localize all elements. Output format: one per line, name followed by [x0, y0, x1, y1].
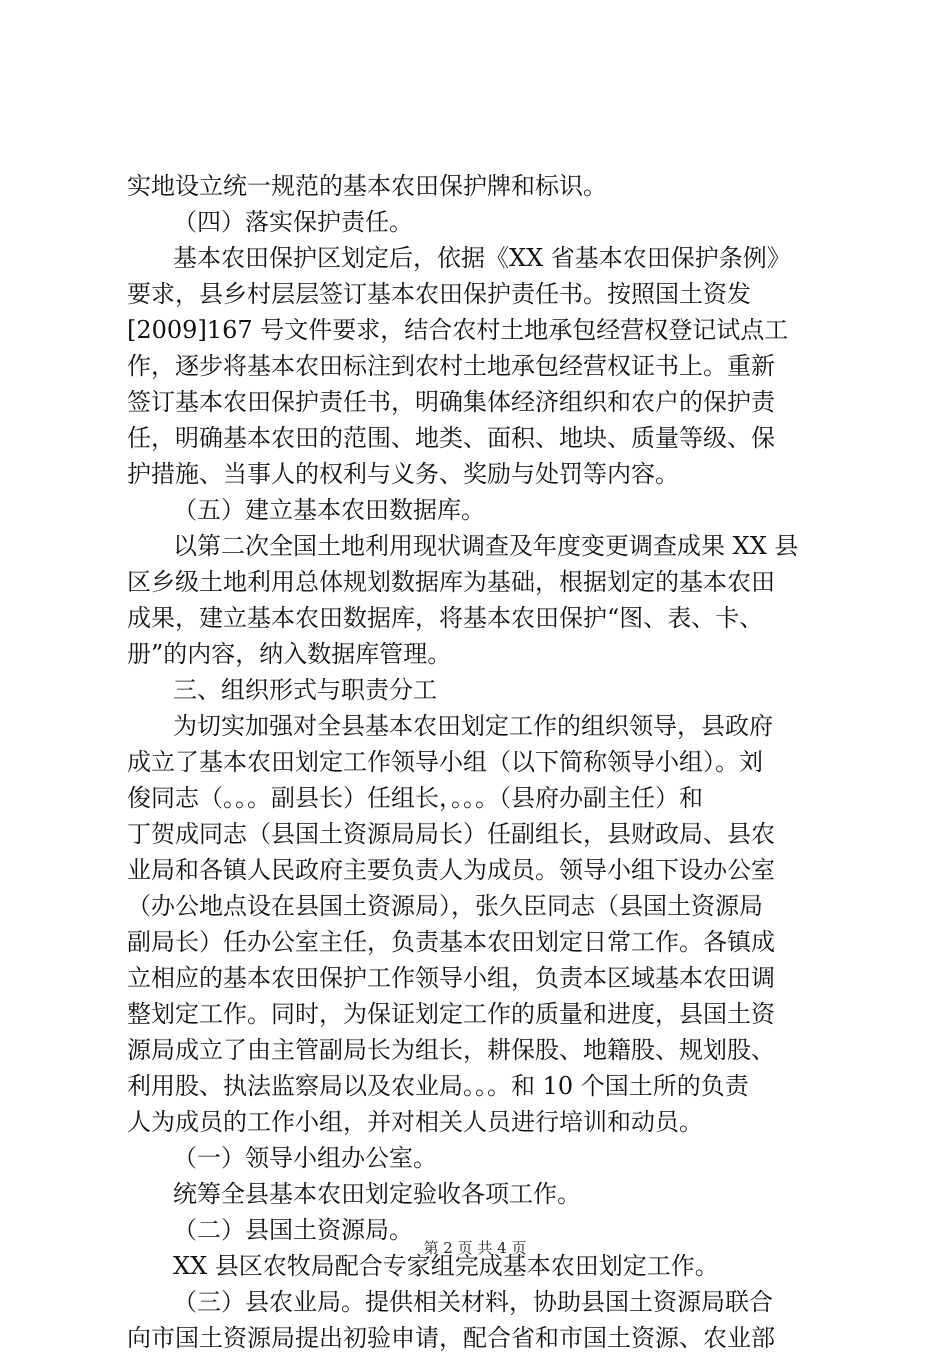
document-body	[127, 168, 827, 1356]
section-heading: （五）建立基本农田数据库。	[173, 496, 485, 524]
page-number-footer: 第 2 页 共 4 页	[423, 1239, 527, 1257]
text-line: 立相应的基本农田保护工作领导小组，负责本区域基本农田调	[127, 964, 775, 992]
text-line: 基本农田保护区划定后，依据《XX 省基本农田保护条例》	[173, 244, 791, 272]
section-heading: （四）落实保护责任。	[173, 208, 413, 236]
text-line: XX 县区农牧局配合专家组完成基本农田划定工作。	[173, 1252, 719, 1280]
text-line: 业局和各镇人民政府主要负责人为成员。领导小组下设办公室	[127, 856, 775, 884]
text-line: （办公地点设在县国土资源局），张久臣同志（县国土资源局	[127, 892, 763, 920]
section-heading: （一）领导小组办公室。	[173, 1144, 437, 1172]
text-line: 册”的内容，纳入数据库管理。	[127, 640, 452, 668]
section-heading: （二）县国土资源局。	[173, 1216, 413, 1244]
text-line: 人为成员的工作小组，并对相关人员进行培训和动员。	[127, 1108, 703, 1136]
text-line: 整划定工作。同时，为保证划定工作的质量和进度，县国土资	[127, 1000, 775, 1028]
text-line: 为切实加强对全县基本农田划定工作的组织领导，县政府	[173, 712, 773, 740]
text-line: 护措施、当事人的权利与义务、奖励与处罚等内容。	[127, 460, 679, 488]
text-line: 成果，建立基本农田数据库，将基本农田保护“图、表、卡、	[127, 604, 764, 632]
text-line: 俊同志（。。。副县长）任组长，。。。（县府办副主任）和	[127, 784, 703, 812]
text-line: 向市国土资源局提出初验申请，配合省和市国土资源、农业部	[127, 1324, 775, 1352]
section-heading: 三、组织形式与职责分工	[173, 676, 437, 704]
text-line: 以第二次全国土地利用现状调查及年度变更调查成果 XX 县	[173, 532, 799, 560]
text-line: 成立了基本农田划定工作领导小组（以下简称领导小组）。刘	[127, 748, 763, 776]
text-line: 作，逐步将基本农田标注到农村土地承包经营权证书上。重新	[127, 352, 775, 380]
text-line: 任，明确基本农田的范围、地类、面积、地块、质量等级、保	[127, 424, 775, 452]
text-line: 副局长）任办公室主任，负责基本农田划定日常工作。各镇成	[127, 928, 775, 956]
text-line: 源局成立了由主管副局长为组长，耕保股、地籍股、规划股、	[127, 1036, 775, 1064]
text-line: [2009]167 号文件要求，结合农村土地承包经营权登记试点工	[127, 316, 789, 344]
section-heading: （三）县农业局。提供相关材料，协助县国土资源局联合	[173, 1288, 773, 1316]
text-line: 统筹全县基本农田划定验收各项工作。	[173, 1180, 581, 1208]
text-line: 丁贺成同志（县国土资源局局长）任副组长，县财政局、县农	[127, 820, 775, 848]
text-line: 要求，县乡村层层签订基本农田保护责任书。按照国土资发	[127, 280, 751, 308]
text-line: 签订基本农田保护责任书，明确集体经济组织和农户的保护责	[127, 388, 775, 416]
text-line: 实地设立统一规范的基本农田保护牌和标识。	[127, 172, 607, 200]
text-line: 利用股、执法监察局以及农业局。。。和 10 个国土所的负责	[127, 1072, 749, 1100]
text-line: 区乡级土地利用总体规划数据库为基础，根据划定的基本农田	[127, 568, 775, 596]
